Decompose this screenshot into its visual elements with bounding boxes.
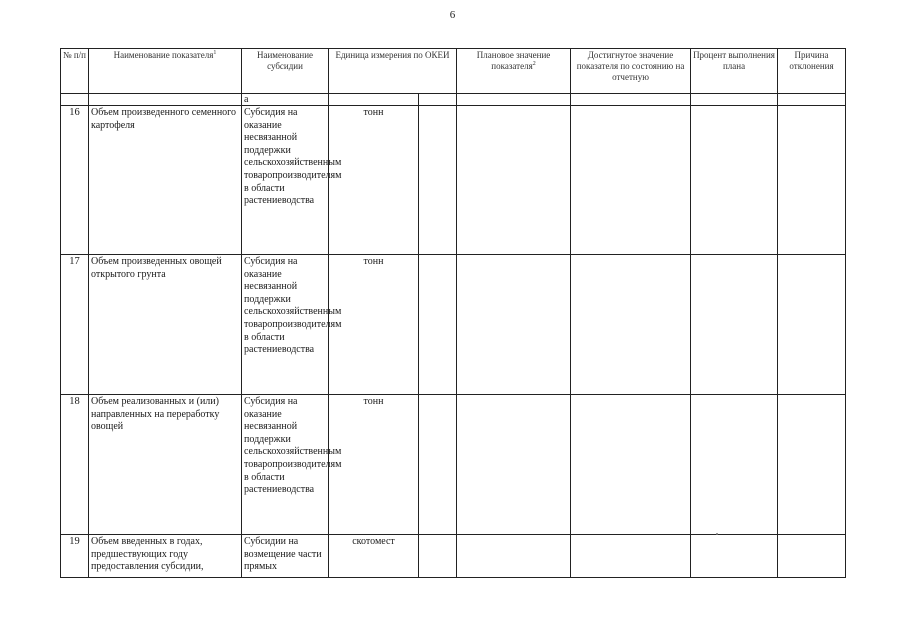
subsidy-name: Субсидия на оказание несвязанной поддержки сельскохозяйственным товаропроизводителям в области растениеводства: [242, 255, 329, 395]
percent-cell: [691, 535, 778, 578]
okei-code-cell: [419, 255, 457, 395]
scan-speck: [716, 533, 718, 535]
indicator-name: Объем введенных в годах, предшествующих году предоставления субсидии,: [89, 535, 242, 578]
percent-cell: [691, 255, 778, 395]
reason-cell: [778, 106, 846, 255]
carryover-text: а: [242, 94, 329, 106]
header-achieved: Достигнутое значение показателя по состоянию на отчетную: [571, 49, 691, 94]
okei-code-cell: [419, 535, 457, 578]
header-num: № п/п: [61, 49, 89, 94]
reason-cell: [778, 535, 846, 578]
unit-cell: тонн: [329, 395, 419, 535]
header-subsidy-name: Наименование субсидии: [242, 49, 329, 94]
unit-cell: скотомест: [329, 535, 419, 578]
subsidy-name: Субсидия на оказание несвязанной поддержки сельскохозяйственным товаропроизводителям в области растениеводства: [242, 395, 329, 535]
achieved-cell: [571, 395, 691, 535]
table-row: [61, 535, 846, 578]
indicator-name: Объем произведенного семенного картофеля: [89, 106, 242, 255]
carryover-row: [61, 94, 846, 106]
page-number: 6: [449, 9, 456, 21]
achieved-cell: [571, 535, 691, 578]
percent-cell: [691, 106, 778, 255]
indicator-name: Объем реализованных и (или) направленных на переработку овощей: [89, 395, 242, 535]
indicator-name: Объем произведенных овощей открытого грунта: [89, 255, 242, 395]
subsidy-name: Субсидия на оказание несвязанной поддержки сельскохозяйственным товаропроизводителям в области растениеводства: [242, 106, 329, 255]
header-percent: Процент выполнения плана: [691, 49, 778, 94]
header-planned: Плановое значение показателя$^2$: [457, 49, 571, 94]
table-row: [61, 255, 846, 395]
subsidy-name: Субсидии на возмещение части прямых: [242, 535, 329, 578]
unit-cell: тонн: [329, 255, 419, 395]
okei-code-cell: [419, 395, 457, 535]
reason-cell: [778, 395, 846, 535]
percent-cell: [691, 395, 778, 535]
header-unit: Единица измерения по ОКЕИ: [329, 49, 457, 94]
planned-cell: [457, 535, 571, 578]
row-number: 17: [61, 255, 89, 395]
indicators-table: [60, 48, 846, 578]
achieved-cell: [571, 255, 691, 395]
table-row: [61, 395, 846, 535]
unit-cell: тонн: [329, 106, 419, 255]
okei-code-cell: [419, 106, 457, 255]
header-row: [61, 49, 846, 94]
planned-cell: [457, 255, 571, 395]
reason-cell: [778, 255, 846, 395]
planned-cell: [457, 395, 571, 535]
row-number: 18: [61, 395, 89, 535]
header-indicator-name: Наименование показателя$^1$: [89, 49, 242, 94]
planned-cell: [457, 106, 571, 255]
table-row: [61, 106, 846, 255]
row-number: 16: [61, 106, 89, 255]
row-number: 19: [61, 535, 89, 578]
achieved-cell: [571, 106, 691, 255]
header-reason: Причина отклонения: [778, 49, 846, 94]
